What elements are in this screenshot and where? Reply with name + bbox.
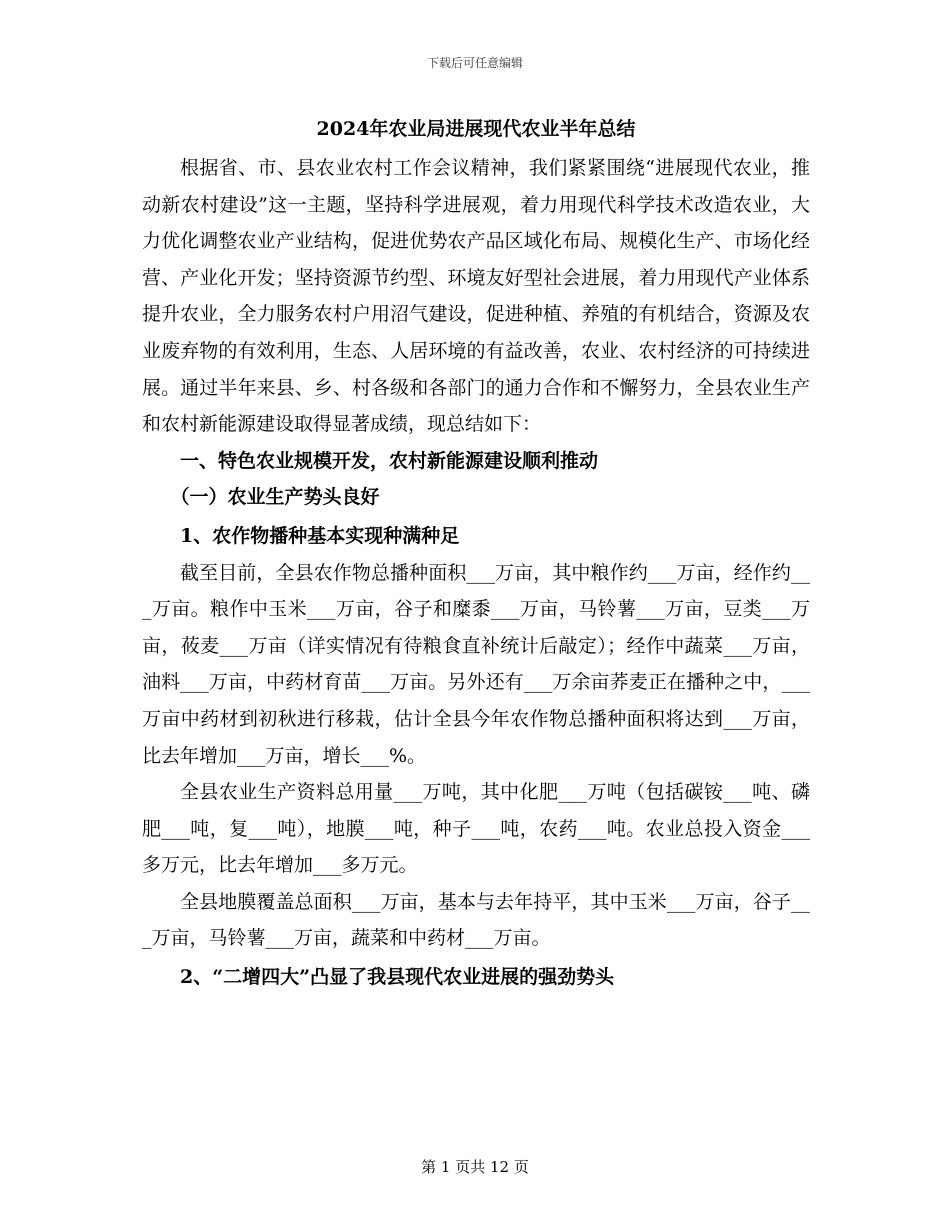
intro-paragraph: 根据省、市、县农业农村工作会议精神，我们紧紧围绕“进展现代农业，推动新农村建设”这一主题，坚持科学进展观，着力用现代科学技术改造农业，大力优化调整农业产业结构，促进优势农产品区域化布局、规模化生产、市场化经营、产业化开发；坚持资源节约型、环境友好型社会进展，着力用现代产业体系提升农业，全力服务农村户用沼气建设，促进种植、养殖的有机结合，资源及农业废弃物的有效利用，生态、人居环境的有益改善，农业、农村经济的可持续进展。通过半年来县、乡、村各级和各部门的通力合作和不懈努力，全县农业生产和农村新能源建设取得显著成绩，现总结如下： [142,157,810,436]
paragraph-crop-area: 截至目前，全县农作物总播种面积___万亩，其中粮作约___万亩，经作约___万亩。粮作中玉米___万亩，谷子和糜黍___万亩，马铃薯___万亩，豆类___万亩，莜麦___万亩（详实情况有待粮食直补统计后敲定）；经作中蔬菜___万亩，油料___万亩，中药材育苗___万亩。另外还有___万余亩荞麦正在播种之中，___万亩中药材到初秋进行移栽，估计全县今年农作物总播种面积将达到___万亩，比去年增加___万亩，增长___%。 [142,561,810,767]
item-heading-1: 1、农作物播种基本实现种满种足 [180,524,460,547]
paragraph-supplies: 全县农业生产资料总用量___万吨，其中化肥___万吨（包括碳铵___吨、磷肥___吨，复___吨），地膜___吨，种子___吨，农药___吨。农业总投入资金___多万元，比去年增加___多万元。 [142,781,810,877]
item-heading-2: 2、“二增四大”凸显了我县现代农业进展的强劲势头 [180,966,615,989]
paragraph-film-coverage: 全县地膜覆盖总面积___万亩，基本与去年持平，其中玉米___万亩，谷子___万亩，马铃薯___万亩，蔬菜和中药材___万亩。 [142,890,810,950]
document-title: 2024年农业局进展现代农业半年总结 [316,118,636,140]
subsection-heading-1: （一）农业生产势头良好 [170,486,380,509]
document-body [142,112,810,996]
section-heading-1: 一、特色农业规模开发，农村新能源建设顺利推动 [180,449,599,472]
page-number: 第 1 页共 12 页 [421,1158,529,1176]
download-note: 下载后可任意编辑 [426,56,523,70]
